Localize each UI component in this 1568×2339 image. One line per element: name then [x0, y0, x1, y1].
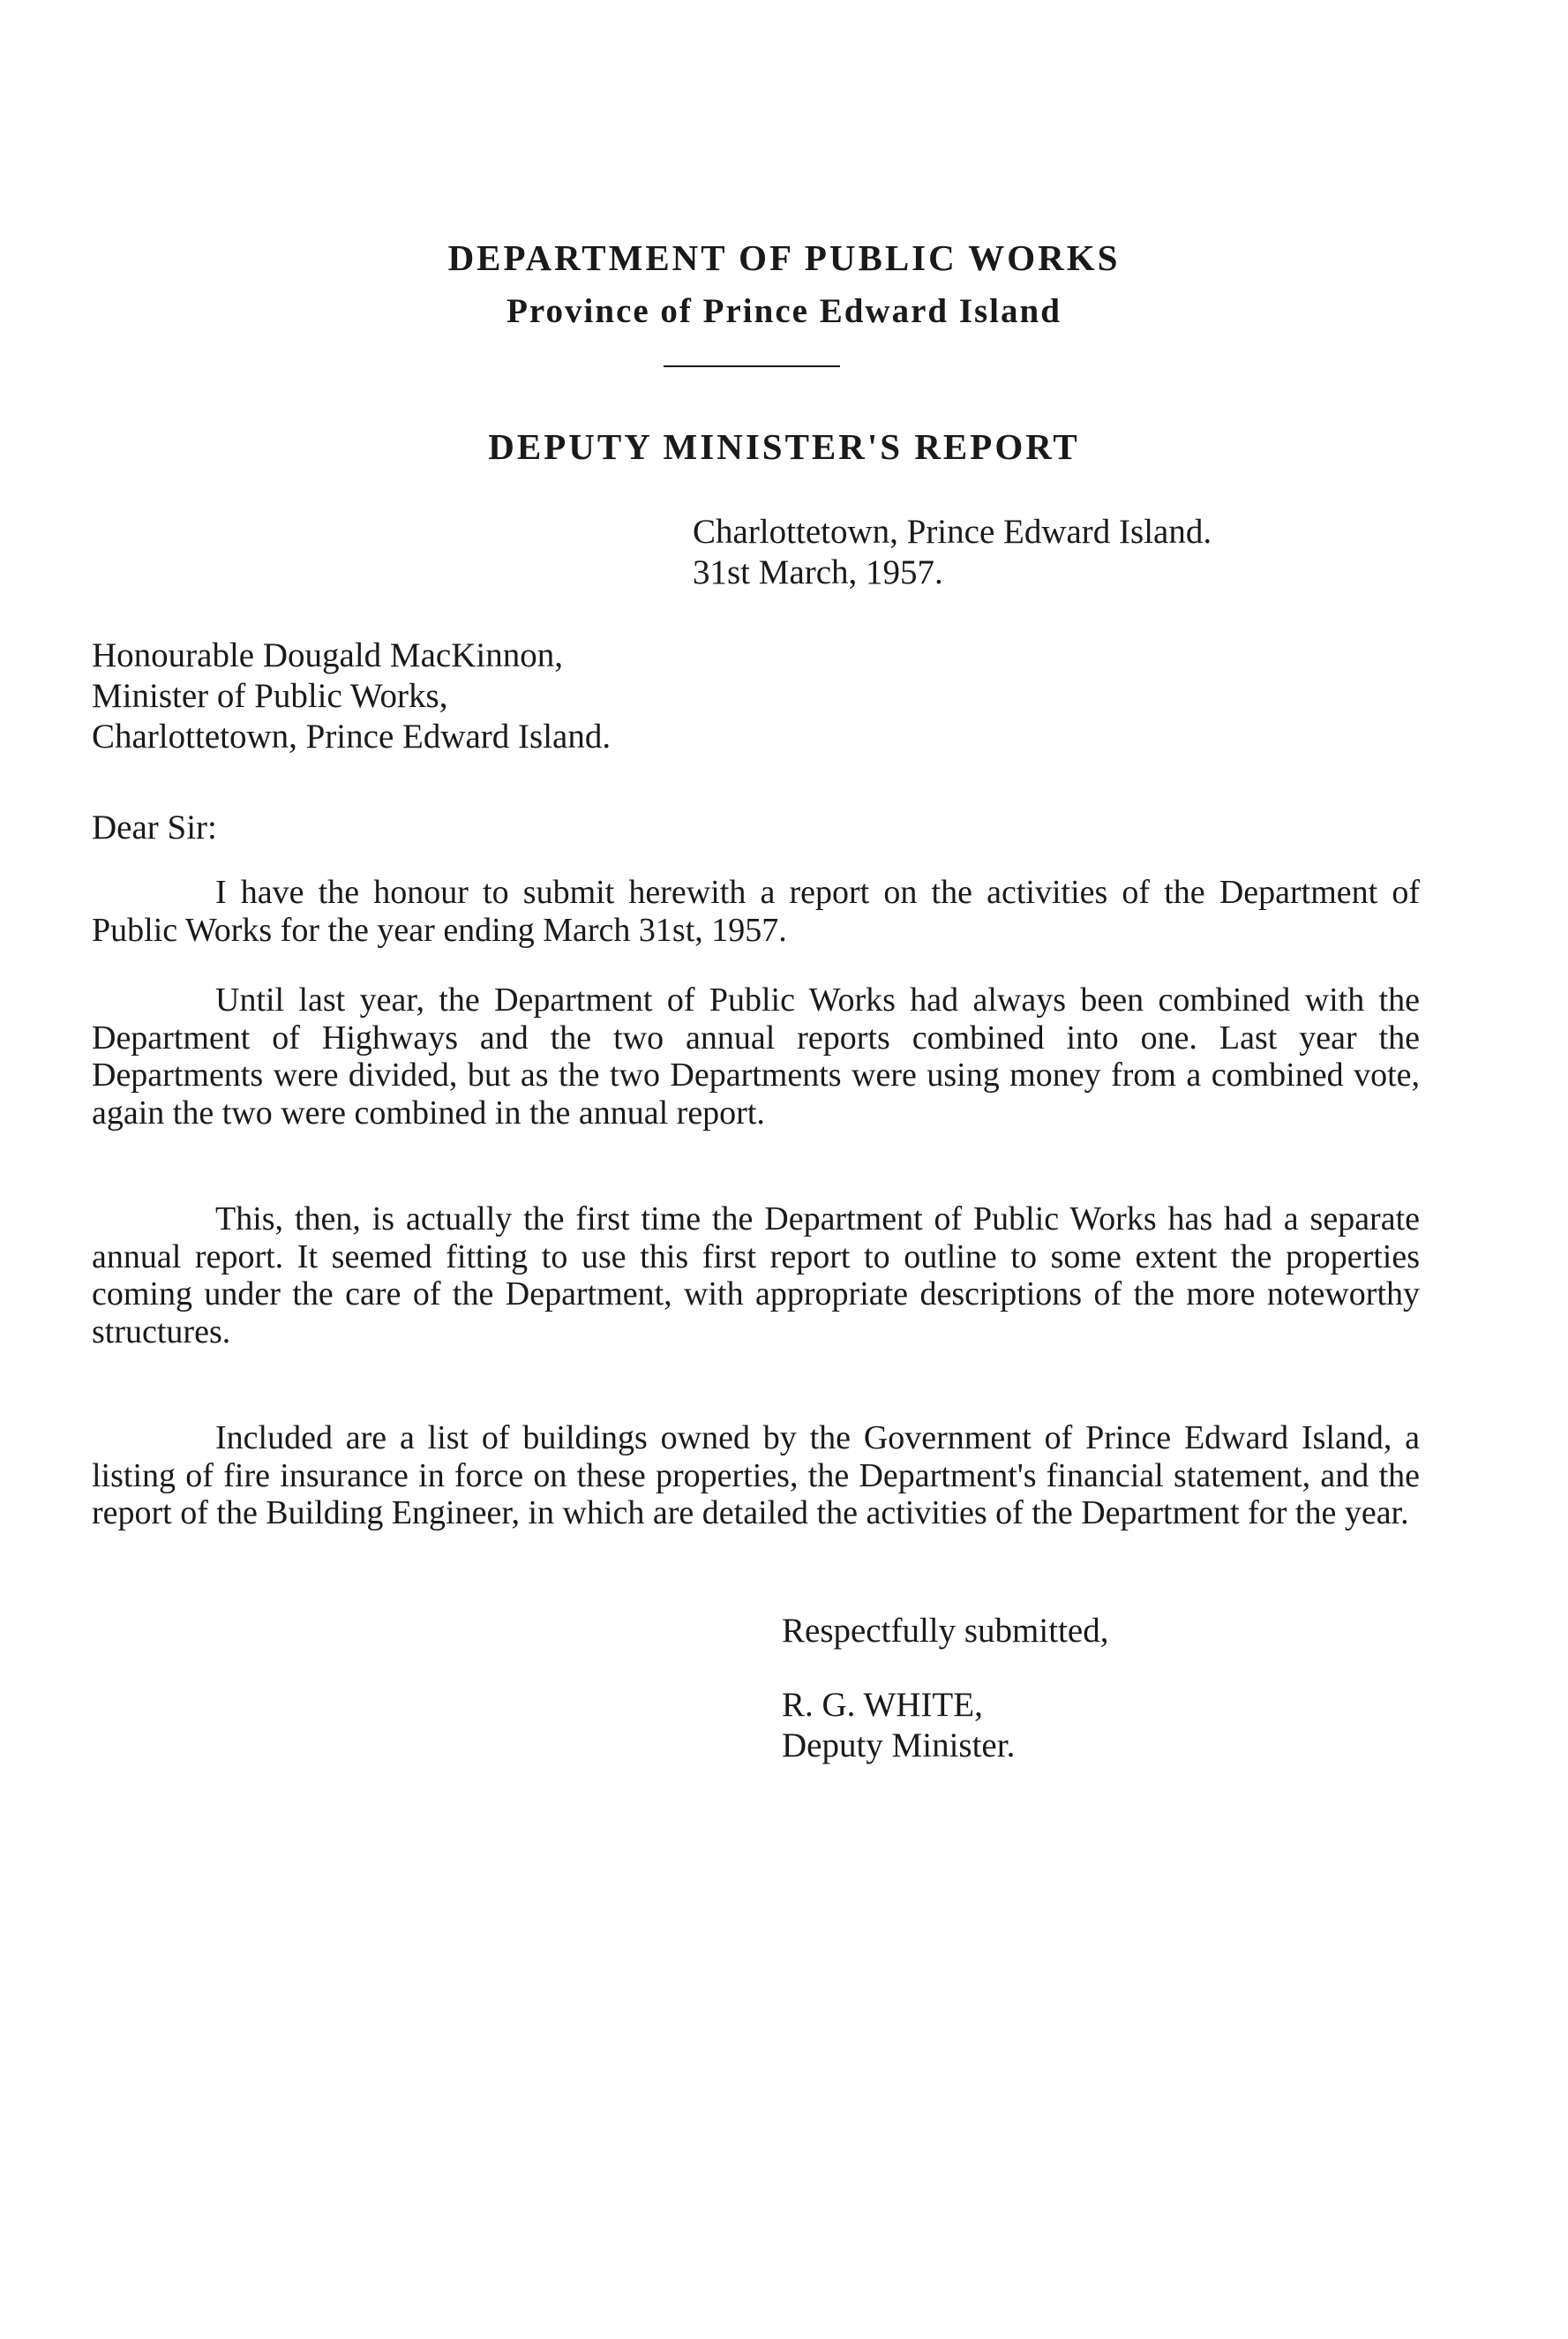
body-paragraph: I have the honour to submit herewith a report on the activities of the Department of Public Works for the year ending March 31st, 1957. — [92, 874, 1420, 949]
header-divider — [664, 365, 840, 367]
signature-block — [782, 1611, 1108, 1766]
letter-date: 31st March, 1957. — [693, 553, 943, 591]
addressee-line: Honourable Dougald MacKinnon, — [92, 636, 563, 674]
department-heading: DEPARTMENT OF PUBLIC WORKS — [447, 237, 1121, 278]
closing: Respectfully submitted, — [782, 1612, 1109, 1650]
signer-title: Deputy Minister. — [782, 1726, 1016, 1764]
salutation: Dear Sir: — [92, 808, 217, 846]
addressee-line: Charlottetown, Prince Edward Island. — [92, 718, 611, 756]
signer-name: R. G. WHITE, — [782, 1686, 983, 1724]
body-paragraph: Included are a list of buildings owned by the Government of Prince Edward Island, a listing of fire insurance in force on these properties, the Department's financial statement, and the report of the Building Engineer, in which are detailed the activities of the Department for the year. — [92, 1419, 1420, 1531]
body-paragraph: Until last year, the Department of Public Works had always been combined with the Department of Highways and the two annual reports combined into one. Last year the Departments were divided, but as the two Departments were using money from a combined vote, again the two were combined in the annual report. — [92, 981, 1420, 1132]
place-and-date — [693, 512, 1212, 593]
province-subheading: Province of Prince Edward Island — [506, 292, 1062, 330]
letter-place: Charlottetown, Prince Edward Island. — [693, 513, 1212, 551]
body-paragraph: This, then, is actually the first time the Department of Public Works has had a separate annual report. It seemed fitting to use this first report to outline to some extent the properties coming under the care of the Department, with appropriate descriptions of the more noteworthy structures. — [92, 1200, 1420, 1350]
addressee-line: Minister of Public Works, — [92, 677, 448, 715]
report-title: DEPUTY MINISTER'S REPORT — [488, 426, 1080, 467]
addressee-block — [92, 636, 611, 757]
